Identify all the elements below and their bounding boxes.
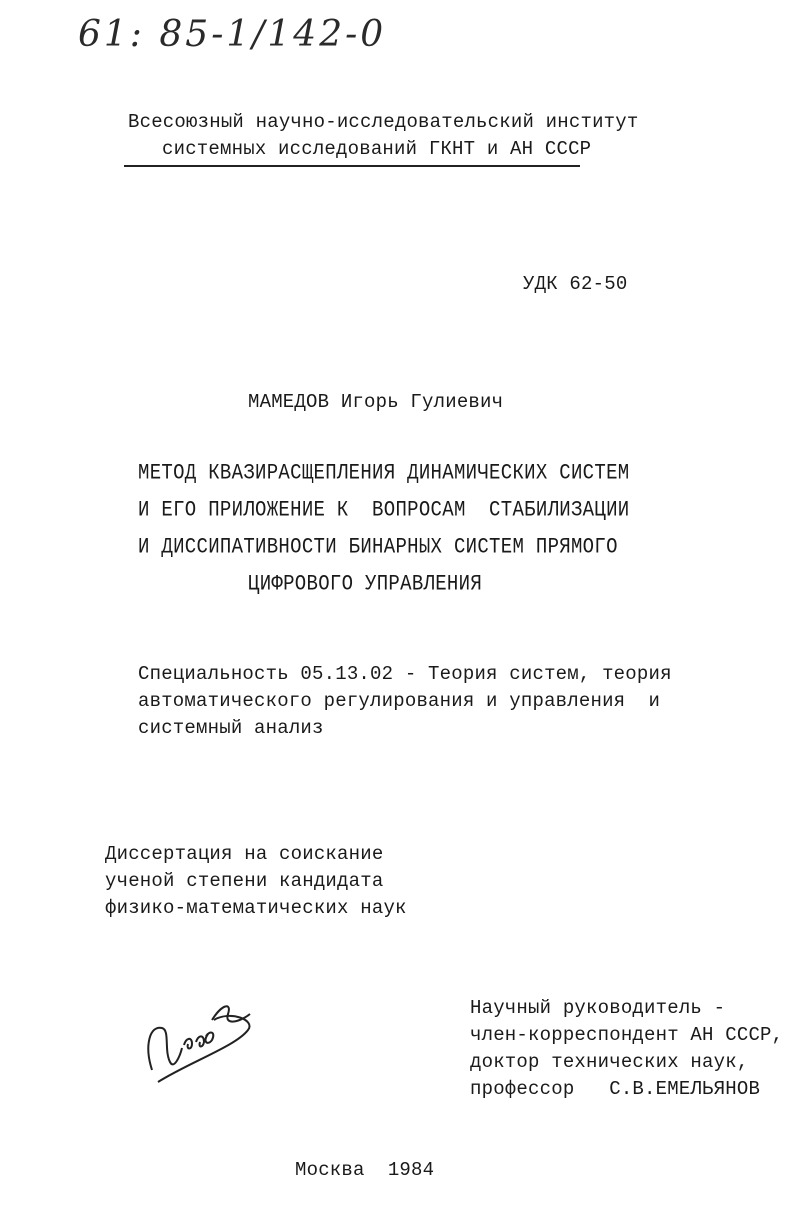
title-line-4: ЦИФРОВОГО УПРАВЛЕНИЯ <box>248 571 483 597</box>
degree-line-1: Диссертация на соискание <box>105 843 384 865</box>
supervisor-line-2: член-корреспондент АН СССР, <box>470 1024 784 1046</box>
signature-icon <box>140 990 260 1085</box>
degree-line-3: физико-математических наук <box>105 897 407 919</box>
title-line-2: И ЕГО ПРИЛОЖЕНИЕ К ВОПРОСАМ СТАБИЛИЗАЦИИ <box>138 497 630 523</box>
author-name: МАМЕДОВ Игорь Гулиевич <box>248 391 504 413</box>
header-divider <box>124 165 580 167</box>
udc-code: УДК 62-50 <box>523 273 628 295</box>
supervisor-line-1: Научный руководитель - <box>470 997 726 1019</box>
supervisor-line-3: доктор технических наук, <box>470 1051 749 1073</box>
specialty-line-3: системный анализ <box>138 717 324 739</box>
supervisor-line-4: профессор С.В.ЕМЕЛЬЯНОВ <box>470 1078 761 1100</box>
specialty-line-1: Специальность 05.13.02 - Теория систем, теория <box>138 663 672 685</box>
institution-line-2: системных исследований ГКНТ и АН СССР <box>162 138 592 160</box>
degree-line-2: ученой степени кандидата <box>105 870 384 892</box>
title-line-1: МЕТОД КВАЗИРАСЩЕПЛЕНИЯ ДИНАМИЧЕСКИХ СИСТЕМ <box>138 460 630 486</box>
institution-line-1: Всесоюзный научно-исследовательский институт <box>128 111 639 133</box>
title-line-3: И ДИССИПАТИВНОСТИ БИНАРНЫХ СИСТЕМ ПРЯМОГО <box>138 534 618 560</box>
archive-mark: 61: 85-1/142-0 <box>78 14 387 55</box>
city-year: Москва 1984 <box>295 1159 435 1181</box>
specialty-line-2: автоматического регулирования и управления и <box>138 690 661 712</box>
